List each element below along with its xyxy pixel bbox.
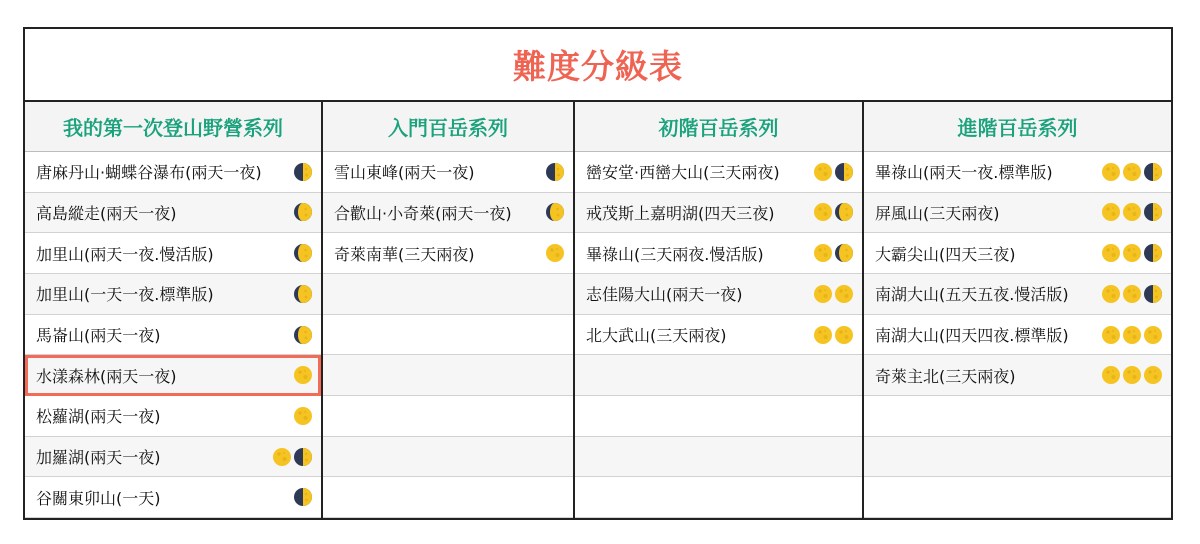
table-row [864, 355, 1171, 396]
empty-row [864, 437, 1171, 478]
difficulty-icons [1101, 284, 1163, 304]
full-moon-icon [834, 284, 854, 304]
table-row [864, 152, 1171, 193]
route-name: 松蘿湖(兩天一夜) [36, 407, 161, 427]
empty-row [575, 355, 862, 396]
route-name: 加里山(兩天一夜.慢活版) [36, 244, 214, 264]
column-header: 進階百岳系列 [864, 102, 1171, 152]
difficulty-icons [1101, 325, 1163, 345]
full-moon-icon [1143, 365, 1163, 385]
table-row [864, 274, 1171, 315]
gibbous-moon-icon [293, 284, 313, 304]
table-row [575, 152, 862, 193]
difficulty-icons [813, 325, 854, 345]
full-moon-icon [1122, 162, 1142, 182]
difficulty-icons [545, 202, 565, 222]
difficulty-icons [293, 162, 313, 182]
route-name: 奇萊主北(三天兩夜) [875, 366, 1016, 386]
half-moon-icon [293, 447, 313, 467]
route-name: 畢祿山(兩天一夜.標準版) [875, 163, 1053, 183]
full-moon-icon [1101, 365, 1121, 385]
route-name: 戒茂斯上嘉明湖(四天三夜) [586, 203, 775, 223]
empty-row [575, 477, 862, 518]
column-first-camping [25, 102, 323, 518]
route-name: 谷關東卯山(一天) [36, 488, 161, 508]
difficulty-icons [293, 243, 313, 263]
empty-row [323, 477, 573, 518]
route-name: 水漾森林(兩天一夜) [36, 366, 177, 386]
table-row [323, 233, 573, 274]
column-entry-peaks [575, 102, 864, 518]
column-header: 我的第一次登山野營系列 [25, 102, 321, 152]
difficulty-icons [272, 447, 313, 467]
full-moon-icon [1122, 243, 1142, 263]
difficulty-icons [813, 202, 854, 222]
table-row [25, 315, 321, 356]
table-row [864, 193, 1171, 234]
gibbous-moon-icon [834, 202, 854, 222]
full-moon-icon [1122, 284, 1142, 304]
difficulty-icons [293, 284, 313, 304]
full-moon-icon [1101, 202, 1121, 222]
table-row [575, 315, 862, 356]
title-row [25, 29, 1171, 102]
difficulty-icons [1101, 162, 1163, 182]
empty-row [323, 274, 573, 315]
route-name: 志佳陽大山(兩天一夜) [586, 285, 743, 305]
gibbous-moon-icon [834, 243, 854, 263]
route-name: 畢祿山(三天兩夜.慢活版) [586, 244, 764, 264]
full-moon-icon [1122, 325, 1142, 345]
full-moon-icon [1143, 325, 1163, 345]
full-moon-icon [545, 243, 565, 263]
column-advanced-peaks [864, 102, 1171, 518]
table-grid [25, 102, 1171, 518]
full-moon-icon [293, 365, 313, 385]
table-row [864, 315, 1171, 356]
half-moon-icon [1143, 243, 1163, 263]
table-row [864, 233, 1171, 274]
table-row [323, 152, 573, 193]
table-row [25, 274, 321, 315]
table-row [323, 193, 573, 234]
difficulty-icons [293, 406, 313, 426]
difficulty-icons [545, 243, 565, 263]
half-moon-icon [293, 487, 313, 507]
full-moon-icon [834, 325, 854, 345]
table-row [25, 396, 321, 437]
full-moon-icon [1101, 284, 1121, 304]
difficulty-table [23, 27, 1173, 520]
empty-row [864, 477, 1171, 518]
route-name: 加里山(一天一夜.標準版) [36, 285, 214, 305]
table-row [25, 233, 321, 274]
route-name: 巒安堂·西巒大山(三天兩夜) [586, 163, 780, 183]
empty-row [575, 437, 862, 478]
route-name: 唐麻丹山·蝴蝶谷瀑布(兩天一夜) [36, 163, 262, 183]
full-moon-icon [1122, 202, 1142, 222]
route-name: 大霸尖山(四天三夜) [875, 244, 1016, 264]
empty-row [575, 396, 862, 437]
difficulty-icons [293, 487, 313, 507]
route-name: 加羅湖(兩天一夜) [36, 448, 161, 468]
table-row [575, 233, 862, 274]
route-name: 南湖大山(五天五夜.慢活版) [875, 285, 1069, 305]
full-moon-icon [813, 325, 833, 345]
table-row [575, 193, 862, 234]
full-moon-icon [1101, 243, 1121, 263]
half-moon-icon [1143, 284, 1163, 304]
difficulty-icons [545, 162, 565, 182]
difficulty-icons [813, 284, 854, 304]
route-name: 雪山東峰(兩天一夜) [334, 163, 475, 183]
full-moon-icon [813, 243, 833, 263]
gibbous-moon-icon [293, 325, 313, 345]
table-row [25, 152, 321, 193]
full-moon-icon [813, 202, 833, 222]
half-moon-icon [834, 162, 854, 182]
gibbous-moon-icon [293, 243, 313, 263]
table-row [25, 477, 321, 518]
full-moon-icon [272, 447, 292, 467]
difficulty-icons [813, 243, 854, 263]
column-header: 入門百岳系列 [323, 102, 573, 152]
column-beginner-peaks [323, 102, 575, 518]
table-row [25, 193, 321, 234]
full-moon-icon [293, 406, 313, 426]
full-moon-icon [1122, 365, 1142, 385]
difficulty-icons [813, 162, 854, 182]
empty-row [323, 396, 573, 437]
difficulty-icons [293, 325, 313, 345]
gibbous-moon-icon [293, 202, 313, 222]
full-moon-icon [813, 284, 833, 304]
empty-row [323, 315, 573, 356]
table-row [25, 437, 321, 478]
full-moon-icon [1101, 162, 1121, 182]
route-name: 馬崙山(兩天一夜) [36, 326, 161, 345]
table-row-selected [25, 355, 321, 396]
route-name: 合歡山·小奇萊(兩天一夜) [334, 203, 512, 223]
empty-row [864, 396, 1171, 437]
full-moon-icon [813, 162, 833, 182]
gibbous-moon-icon [545, 202, 565, 222]
difficulty-icons [1101, 365, 1163, 385]
route-name: 奇萊南華(三天兩夜) [334, 244, 475, 264]
empty-row [323, 437, 573, 478]
empty-row [323, 355, 573, 396]
route-name: 屏風山(三天兩夜) [875, 203, 1000, 223]
half-moon-icon [293, 162, 313, 182]
route-name: 南湖大山(四天四夜.標準版) [875, 326, 1069, 345]
column-header: 初階百岳系列 [575, 102, 862, 152]
difficulty-icons [293, 365, 313, 385]
difficulty-icons [1101, 202, 1163, 222]
route-name: 北大武山(三天兩夜) [586, 326, 727, 345]
half-moon-icon [1143, 162, 1163, 182]
route-name: 高島縱走(兩天一夜) [36, 203, 177, 223]
full-moon-icon [1101, 325, 1121, 345]
difficulty-icons [293, 202, 313, 222]
half-moon-icon [545, 162, 565, 182]
page-title: 難度分級表 [513, 47, 683, 86]
difficulty-icons [1101, 243, 1163, 263]
table-row [575, 274, 862, 315]
half-moon-icon [1143, 202, 1163, 222]
